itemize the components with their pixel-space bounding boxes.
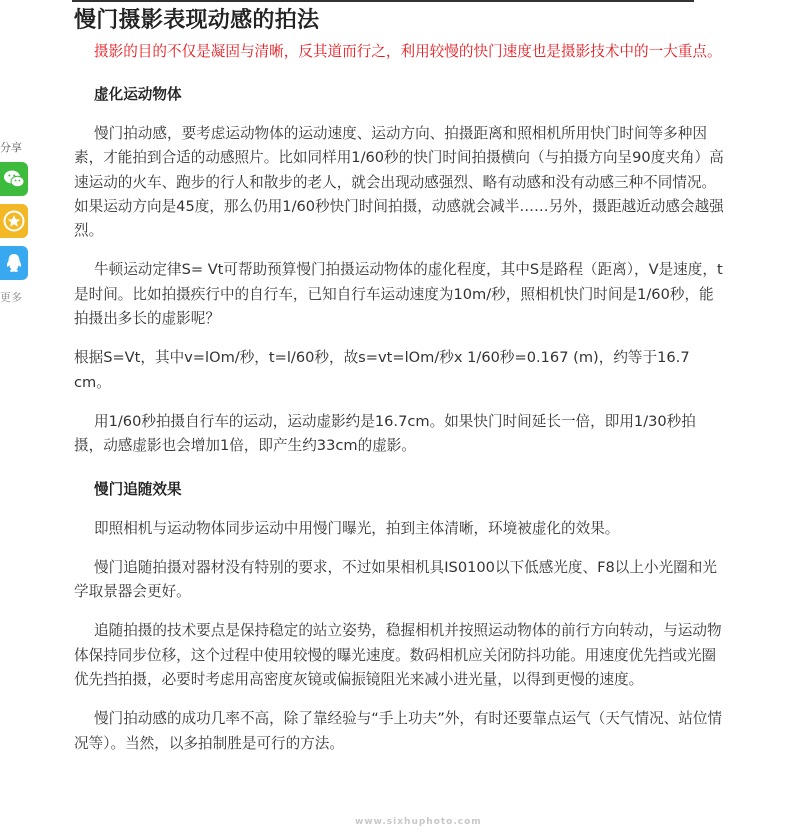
paragraph: 牛顿运动定律S= Vt可帮助预算慢门拍摄运动物体的虚化程度，其中S是路程（距离），V是速度，t是时间。比如拍摄疾行中的自行车，已知自行车运动速度为10m/秒，照相机快门时间是1/60秒，能拍摄出多长的虚影呢？ bbox=[74, 261, 723, 328]
wechat-icon bbox=[3, 169, 25, 189]
share-favorite-button[interactable] bbox=[0, 204, 28, 238]
share-sidebar bbox=[0, 140, 30, 306]
paragraph: 用1/60秒拍摄自行车的运动，运动虚影约是16.7cm。如果快门时间延长一倍，即用1/30秒拍摄，动感虚影也会增加1倍，即产生约33cm的虚影。 bbox=[74, 412, 696, 455]
article-title: 慢门摄影表现动感的拍法 bbox=[74, 8, 320, 33]
paragraph: 根据S=Vt，其中v=lOm/秒，t=l/60秒，故s=vt=lOm/秒x 1/60秒=0.167 (m)，约等于16.7 cm。 bbox=[74, 349, 690, 391]
share-more-link[interactable]: 更多 bbox=[0, 291, 22, 304]
section-heading-blur: 虚化运动物体 bbox=[94, 86, 182, 103]
paragraph: 即照相机与运动物体同步运动中用慢门曝光，拍到主体清晰，环境被虚化的效果。 bbox=[94, 519, 620, 537]
qq-icon bbox=[4, 252, 24, 274]
site-watermark: www.sixhuphoto.com bbox=[355, 817, 482, 827]
star-icon bbox=[3, 210, 25, 232]
article bbox=[74, 4, 724, 756]
section-heading-panning: 慢门追随效果 bbox=[94, 480, 182, 498]
paragraph: 慢门追随拍摄对器材没有特别的要求，不过如果相机具IS0100以下低感光度、F8以上小光圈和光学取景器会更好。 bbox=[74, 558, 717, 601]
share-qq-button[interactable] bbox=[0, 246, 28, 280]
paragraph: 慢门拍动感，要考虑运动物体的运动速度、运动方向、拍摄距离和照相机所用快门时间等多种因素，才能拍到合适的动感照片。比如同样用1/60秒的快门时间拍摄横向（与拍摄方向呈90度夹角）高速运动的火车、跑步的行人和散步的老人，就会出现动感强烈、略有动感和没有动感三种不同情况。如果运动方向是45度，那么仍用1/60秒快门时间拍摄，动感就会减半……另外，摄距越近动感会越强烈。 bbox=[74, 125, 724, 240]
top-divider bbox=[72, 0, 694, 2]
article-lead: 摄影的目的不仅是凝固与清晰，反其道而行之，利用较慢的快门速度也是摄影技术中的一大重点。 bbox=[94, 43, 722, 60]
share-wechat-button[interactable] bbox=[0, 162, 28, 196]
paragraph: 追随拍摄的技术要点是保持稳定的站立姿势，稳握相机并按照运动物体的前行方向转动，与运动物体保持同步位移，这个过程中使用较慢的曝光速度。数码相机应关闭防抖功能。用速度优先挡或光圈优先挡拍摄，必要时考虑用高密度灰镜或偏振镜阻光来减小进光量，以得到更慢的速度。 bbox=[74, 622, 722, 689]
paragraph: 慢门拍动感的成功几率不高，除了靠经验与“手上功夫”外，有时还要靠点运气（天气情况、站位情况等）。当然，以多拍制胜是可行的方法。 bbox=[74, 710, 723, 752]
share-label: 分享 bbox=[0, 141, 22, 154]
